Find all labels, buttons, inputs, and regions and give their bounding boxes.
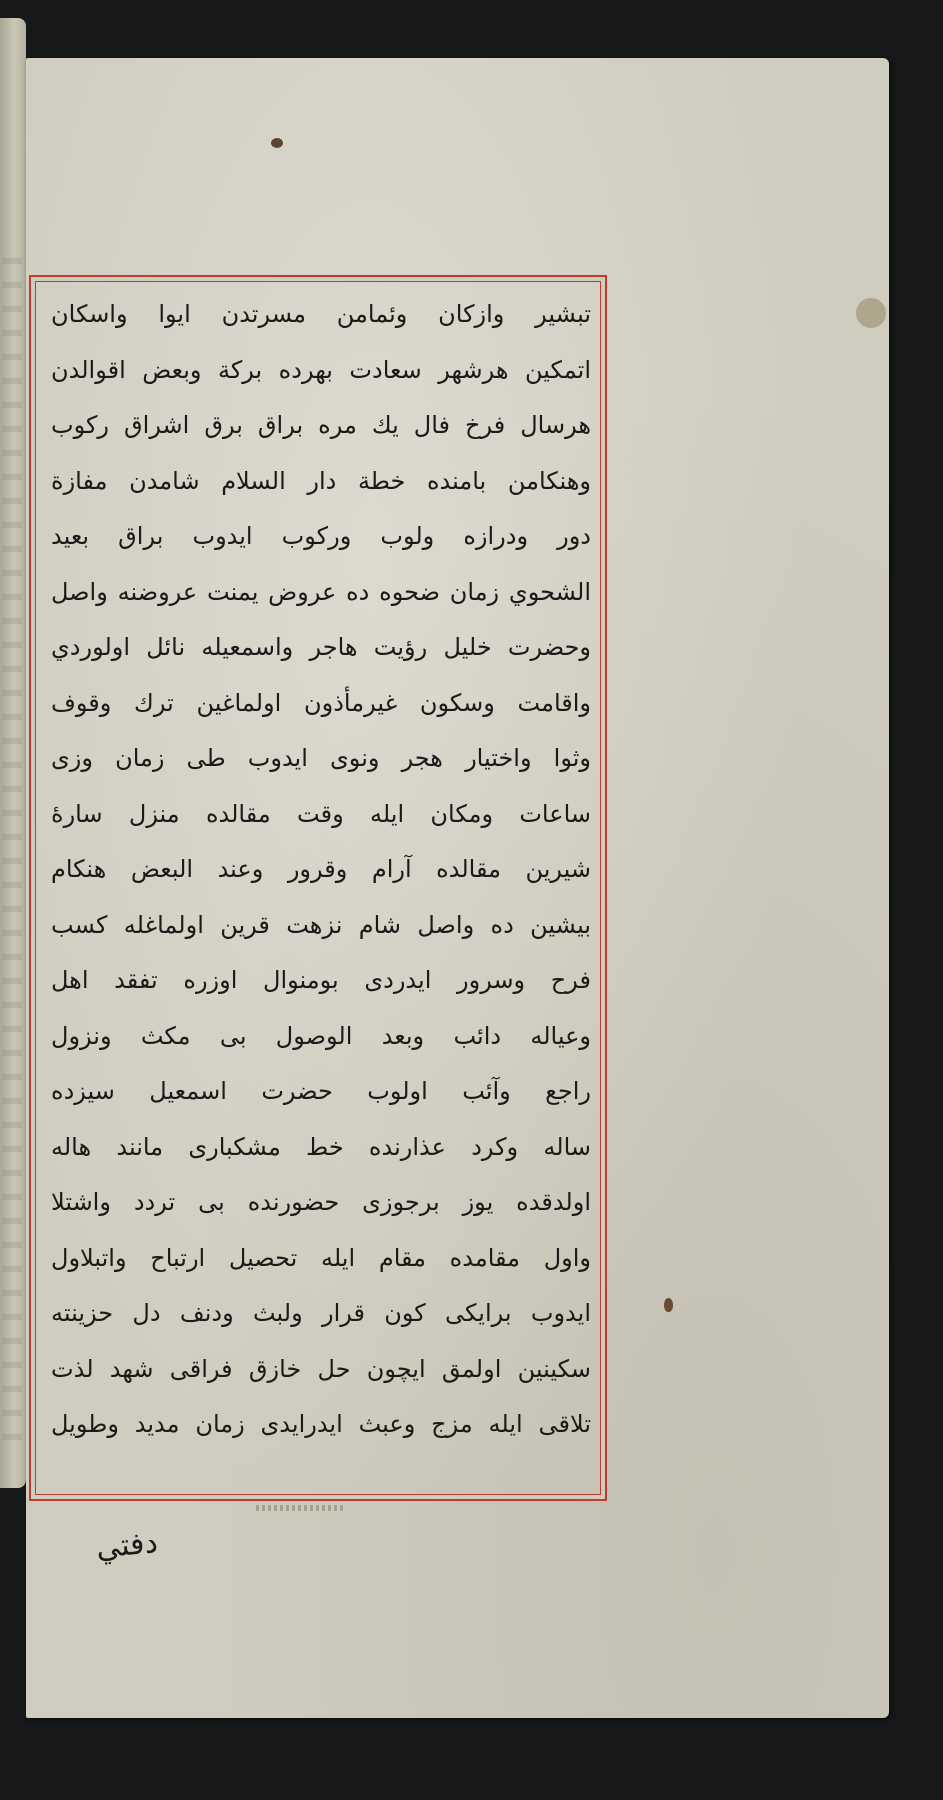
ruled-text-frame <box>29 275 607 1501</box>
text-line: ساله وكرد عذارنده خط مشكبارى مانند هاله <box>51 1132 591 1161</box>
text-line: اتمكين هرشهر سعادت بهرده بركة وبعض اقوالدن <box>51 355 591 384</box>
ink-spot <box>664 1298 673 1312</box>
binding-stain <box>256 1505 346 1511</box>
catchword-note: دفتي <box>94 1524 160 1567</box>
paper-stain <box>856 298 886 328</box>
facing-page-edge <box>0 18 26 1488</box>
text-line: ساعات ومكان ايله وقت مقالده منزل سارهٔ <box>51 799 591 828</box>
ink-spot <box>271 138 283 148</box>
text-line: سكينين اولمق ايچون حل خازق فراقى شهد لذت <box>51 1354 591 1383</box>
text-line: وحضرت خليل رؤيت هاجر واسمعيله نائل اولوردي <box>51 633 591 661</box>
facing-page-text-bleed <box>2 258 22 1458</box>
text-line: الشحوي زمان ضحوه ده عروض يمنت عروضنه واصل <box>51 577 591 606</box>
text-line: تلاقى ايله مزج وعبث ايدرايدى زمان مديد وطويل <box>51 1410 591 1438</box>
text-line: واول مقامده مقام ايله تحصيل ارتباح واتبلاول <box>51 1243 591 1272</box>
text-line: وهنكامن بامنده خطة دار السلام شامدن مفازة <box>51 466 591 495</box>
text-line: ايدوب برايكى كون قرار ولبث ودنف دل حزينته <box>51 1299 591 1327</box>
text-line: شيرين مقالده آرام وقرور وعند البعض هنكام <box>51 855 591 883</box>
text-line: واقامت وسكون غيرمأذون اولماغين ترك وقوف <box>51 688 591 717</box>
text-block <box>51 287 591 1453</box>
text-line: اولدقده يوز برجوزى حضورنده بى تردد واشتلا <box>51 1188 591 1216</box>
text-line: دور ودرازه ولوب وركوب ايدوب براق بعيد <box>51 522 591 550</box>
text-line: فرح وسرور ايدردى بومنوال اوزره تفقد اهل <box>51 966 591 994</box>
folio-number <box>846 76 896 90</box>
text-line: وثوا واختيار هجر ونوى ايدوب طى زمان وزى <box>51 744 591 772</box>
text-line: تبشير وازكان وئمامن مسرتدن ايوا واسكان <box>51 300 591 328</box>
text-line: هرسال فرخ فال يك مره براق برق اشراق ركوب <box>51 411 591 439</box>
text-line: وعياله دائب وبعد الوصول بى مكث ونزول <box>51 1021 591 1050</box>
manuscript-page <box>26 58 889 1718</box>
text-line: راجع وآئب اولوب حضرت اسمعيل سيزده <box>51 1077 591 1105</box>
text-line: بيشين ده واصل شام نزهت قرين اولماغله كسب <box>51 910 591 939</box>
